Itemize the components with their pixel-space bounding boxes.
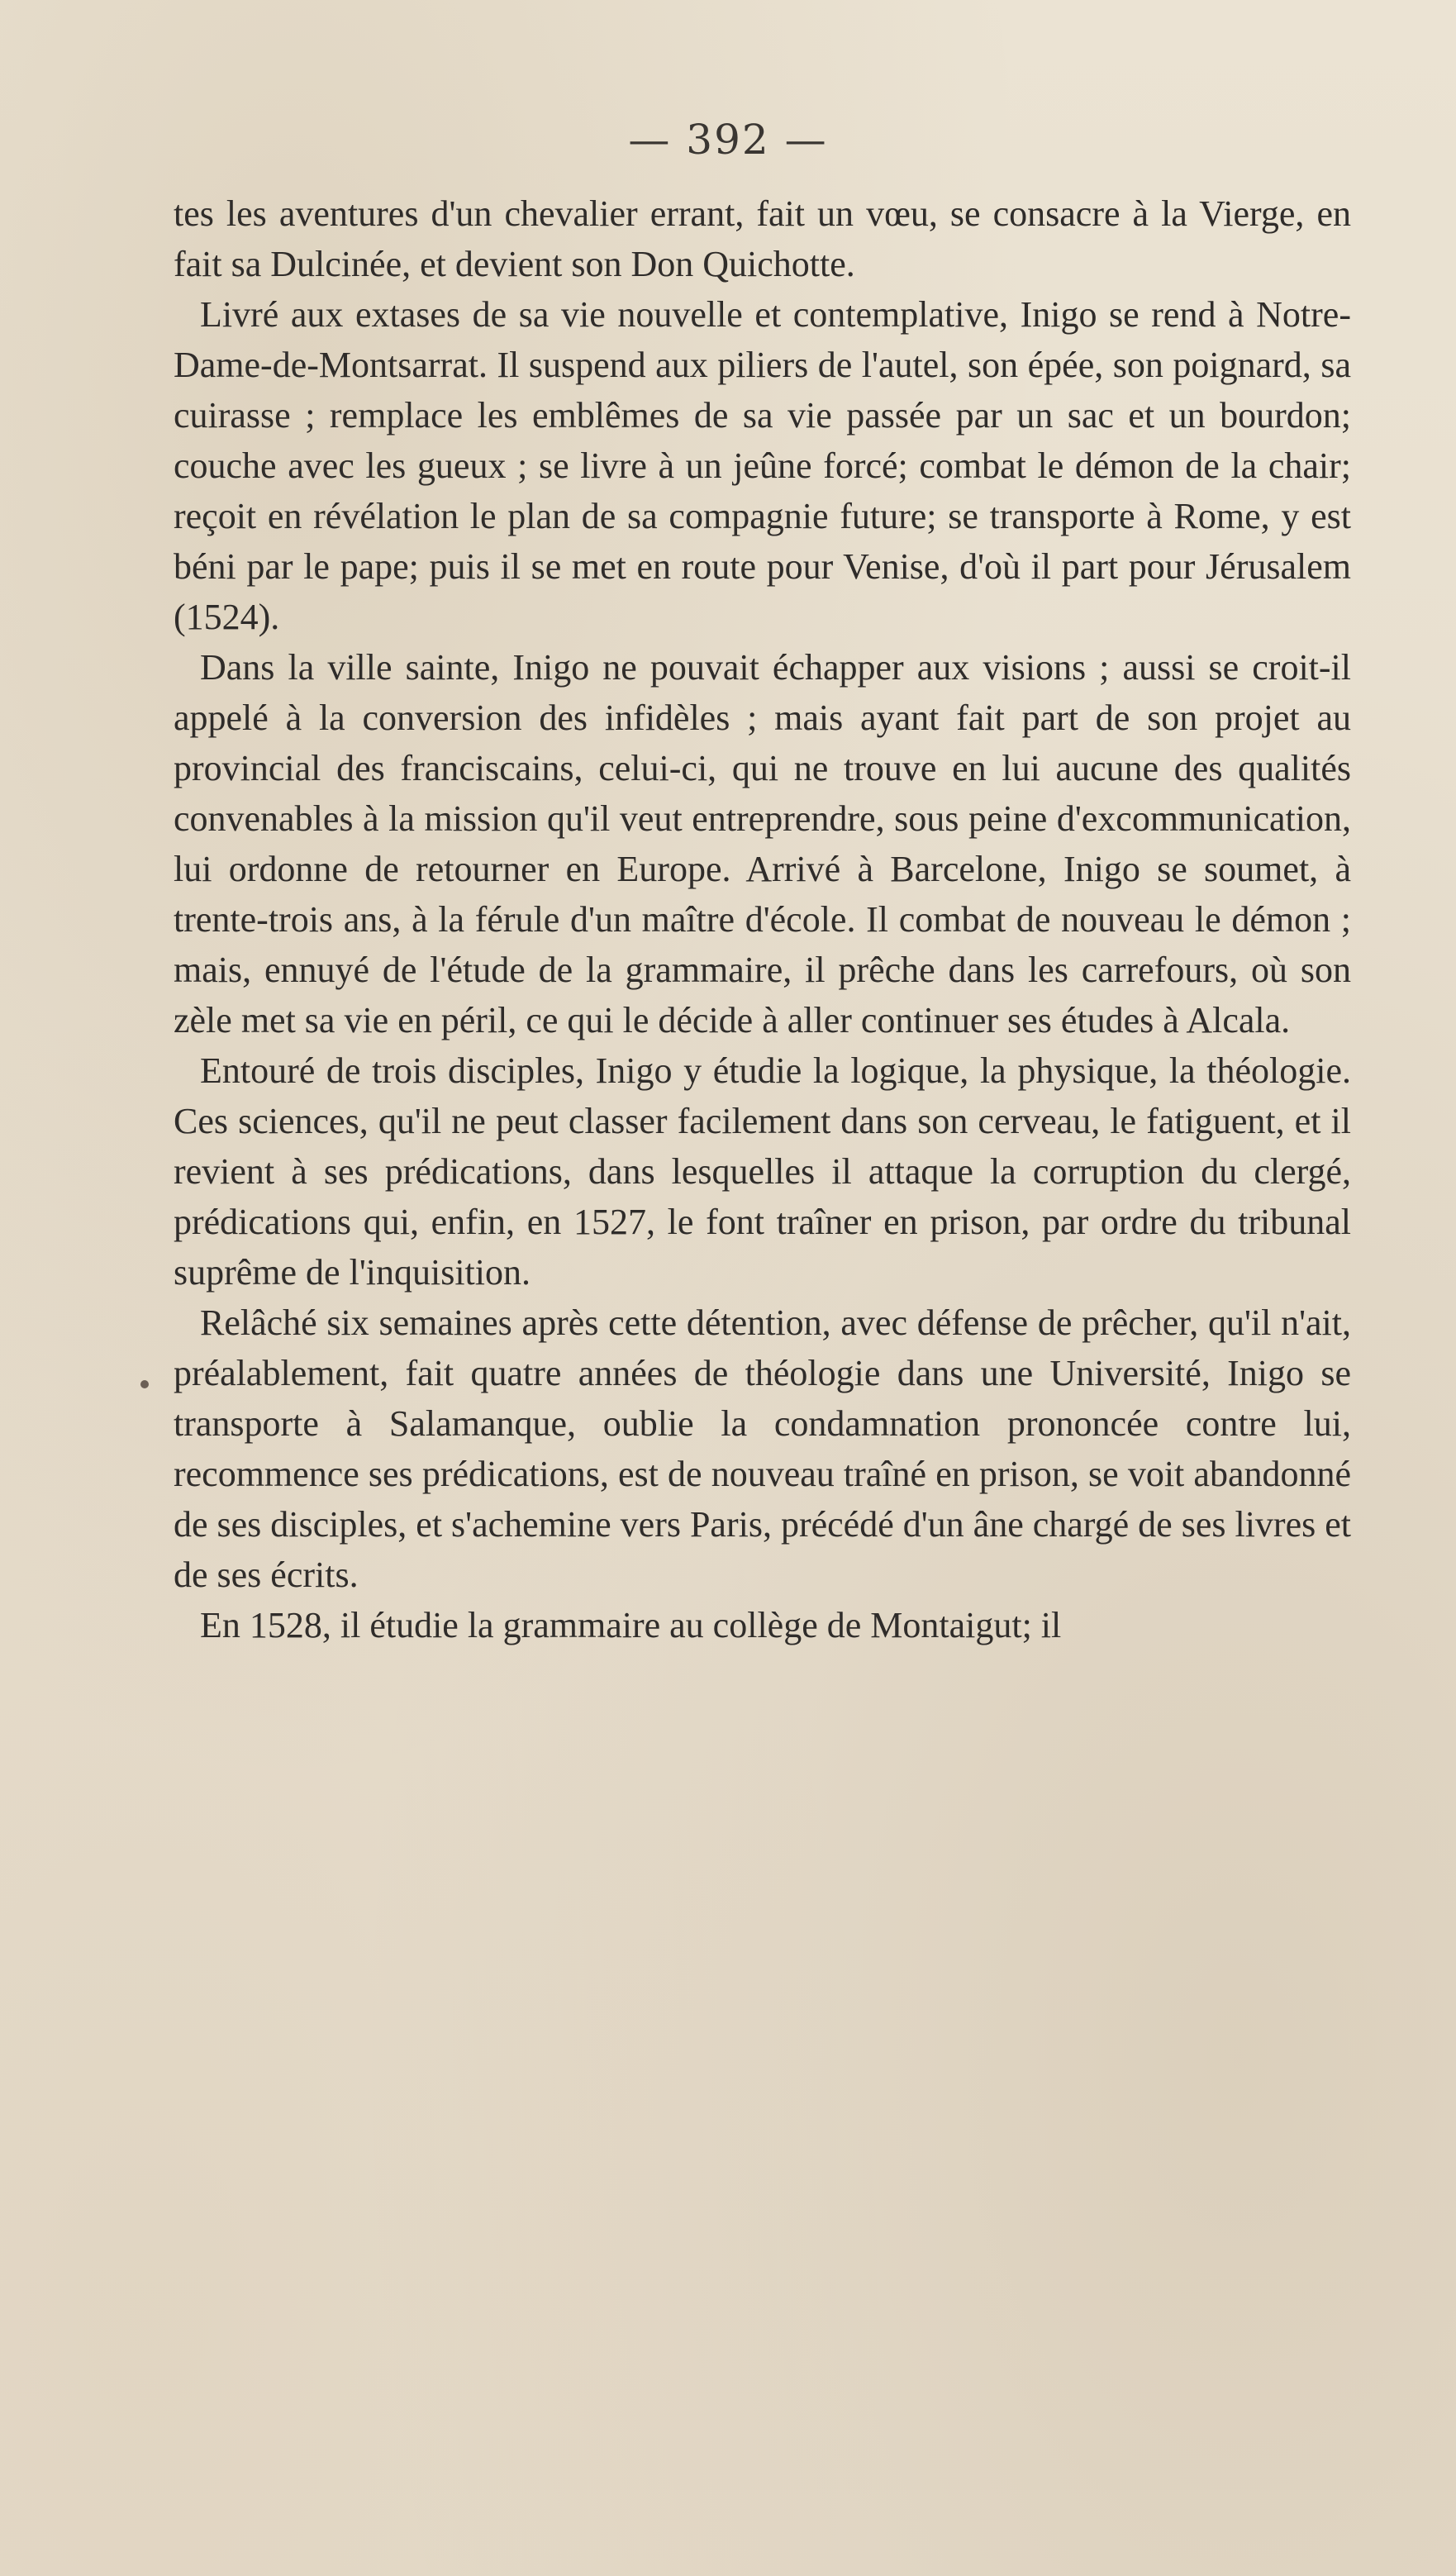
paragraph-jerusalem: Dans la ville sainte, Inigo ne pouvait échapper aux visions ; aussi se croit-il appelé à la conversion des infidèles ; mais ayant fait part de son projet au provincial des franciscains, celui-ci, qui ne trouve en lui aucune des qualités convenables à la mission qu'il veut entreprendre, sous peine d'excommunication, lui ordonne de retourner en Europe. Arrivé à Barcelone, Inigo se soumet, à trente-trois ans, à la férule d'un maître d'école. Il combat de nouveau le démon ; mais, ennuyé de l'étude de la grammaire, il prêche dans les carrefours, où son zèle met sa vie en péril, ce qui le décide à aller continuer ses études à Alcala. (174, 647, 1351, 1040)
page-body (174, 188, 1351, 1650)
margin-mark (140, 1380, 149, 1388)
paragraph-montsarrat: Livré aux extases de sa vie nouvelle et contemplative, Inigo se rend à Notre-Dame-de-Montsarrat. Il suspend aux piliers de l'autel, son épée, son poignard, sa cuirasse ; remplace les emblêmes de sa vie passée par un sac et un bourdon; couche avec les gueux ; se livre à un jeûne forcé; combat le démon de la chair; reçoit en révélation le plan de sa compagnie future; se transporte à Rome, y est béni par le pape; puis il se met en route pour Venise, d'où il part pour Jérusalem (1524). (174, 294, 1351, 637)
paragraph-continuation: tes les aventures d'un chevalier errant, fait un vœu, se consacre à la Vierge, en fait sa Dulcinée, et devient son Don Quichotte. (174, 193, 1351, 284)
paragraph-salamanque: Relâché six semaines après cette détention, avec défense de prêcher, qu'il n'ait, préalablement, fait quatre années de théologie dans une Université, Inigo se transporte à Salamanque, oublie la condamnation prononcée contre lui, recommence ses prédications, est de nouveau traîné en prison, se voit abandonné de ses disciples, et s'achemine vers Paris, précédé d'un âne chargé de ses livres et de ses écrits. (174, 1302, 1351, 1595)
page-number: — 392 — (628, 116, 828, 164)
paragraph-montaigut: En 1528, il étudie la grammaire au collège de Montaigut; il (200, 1605, 1062, 1645)
paragraph-alcala: Entouré de trois disciples, Inigo y étudie la logique, la physique, la théologie. Ces sciences, qu'il ne peut classer facilement dans son cerveau, le fatiguent, et il revient à ses prédications, dans lesquelles il attaque la corruption du clergé, prédications qui, enfin, en 1527, le font traîner en prison, par ordre du tribunal suprême de l'inquisition. (174, 1050, 1351, 1293)
